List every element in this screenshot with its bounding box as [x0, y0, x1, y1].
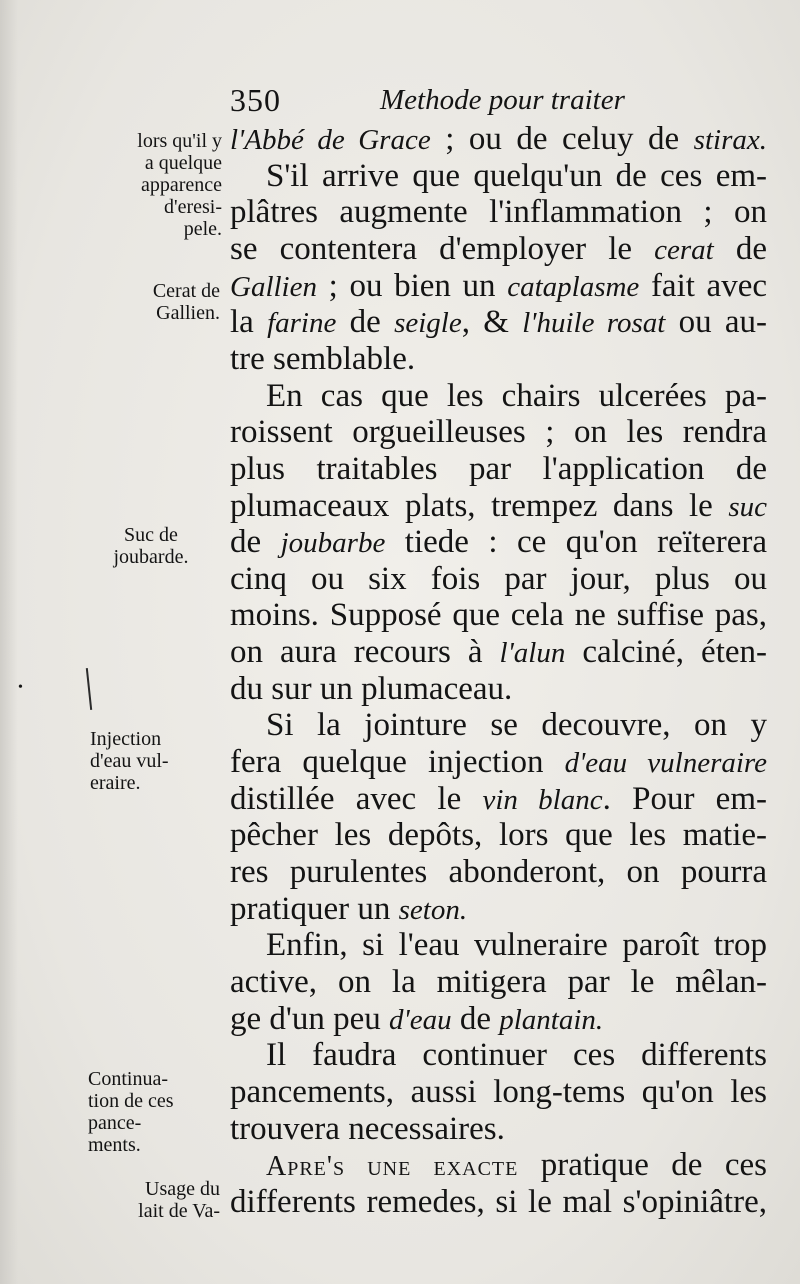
text-line — [230, 451, 767, 487]
text-segment: , & — [461, 304, 523, 341]
italic-segment: cataplasme — [507, 270, 640, 303]
italic-segment: joubarbe — [280, 527, 386, 560]
text-segment: Si la jointure se decouvre, on y — [266, 707, 767, 744]
text-line — [266, 1037, 767, 1073]
text-segment: Enfin, si l'eau vulneraire paroît trop — [266, 927, 767, 964]
text-segment: ; ou de celuy de — [430, 121, 694, 157]
text-segment: moins. Supposé que cela ne suffise pas, — [230, 597, 767, 634]
italic-segment: l'huile rosat — [522, 307, 666, 340]
text-segment: ou au- — [665, 304, 767, 341]
italic-segment: d'eau — [389, 1003, 452, 1036]
italic-segment: Gallien — [230, 270, 317, 303]
text-line — [266, 707, 767, 743]
italic-segment: stirax. — [693, 124, 767, 156]
italic-segment: suc — [728, 490, 767, 523]
text-line — [230, 671, 767, 707]
text-line — [230, 1001, 767, 1038]
text-segment: plus traitables par l'application de — [230, 450, 767, 487]
margin-notes — [0, 0, 225, 1284]
text-segment: on aura recours à — [230, 634, 500, 671]
margin-note-injection: Injection d'eau vul- eraire. — [90, 728, 169, 794]
text-line — [230, 341, 767, 377]
text-segment: fait avec — [639, 267, 767, 304]
text-segment: pêcher les depôts, lors que les matie- — [230, 817, 767, 854]
text-line — [230, 817, 767, 853]
text-segment: calciné, éten- — [565, 634, 767, 671]
italic-segment: farine — [267, 307, 337, 340]
running-title: Methode pour traiter — [380, 84, 625, 116]
margin-note-usage: Usage du lait de Va- — [138, 1178, 220, 1222]
text-segment: plumaceaux plats, trempez dans le — [230, 487, 729, 524]
text-segment: res purulentes abonderont, on pourra — [230, 854, 767, 890]
text-line — [230, 1111, 767, 1147]
body-text — [222, 0, 767, 1284]
text-line — [230, 891, 767, 928]
text-line — [230, 1074, 767, 1110]
text-segment: S'il arrive que quelqu'un de ces em- — [266, 157, 767, 194]
text-line — [230, 597, 767, 633]
text-segment: pratiquer un — [230, 890, 399, 927]
italic-segment: l'Abbé de Grace — [230, 124, 431, 156]
text-segment: se contentera d'employer le — [230, 230, 655, 267]
text-line — [230, 781, 767, 818]
text-line — [230, 634, 767, 671]
italic-segment: l'alun — [499, 637, 566, 670]
text-segment: pancements, aussi long-tems qu'on les — [230, 1073, 767, 1110]
text-segment: du sur un plumaceau. — [230, 670, 513, 707]
text-segment: tre semblable. — [230, 340, 416, 377]
text-segment: roissent orgueilleuses ; on les rendra — [230, 414, 767, 451]
text-segment: fera quelque injection — [230, 744, 565, 781]
text-line — [230, 524, 767, 561]
text-segment: active, on la mitigera par le mêlan- — [230, 963, 767, 1000]
text-line — [230, 121, 767, 158]
text-segment: trouvera necessaires. — [230, 1110, 505, 1147]
text-line — [230, 488, 767, 525]
text-segment: Apre's une exacte — [266, 1151, 519, 1183]
margin-note-continuation: Continua- tion de ces pance- ments. — [88, 1068, 174, 1156]
ink-mark — [86, 668, 92, 710]
text-segment: cinq ou six fois par jour, plus ou — [230, 560, 767, 597]
italic-segment: seton. — [398, 893, 468, 926]
text-line — [230, 964, 767, 1000]
text-line — [266, 1147, 767, 1185]
page-number: 350 — [230, 82, 281, 118]
text-segment: pratique de ces — [518, 1147, 767, 1184]
margin-note-suc: Suc de joubarde. — [113, 524, 189, 568]
text-line — [230, 194, 767, 230]
italic-segment: d'eau vulneraire — [564, 747, 767, 780]
margin-note-eresipele: lors qu'il y a quelque apparence d'eresi- pele. — [137, 130, 222, 240]
text-line — [266, 378, 767, 414]
text-segment: ge d'un peu — [230, 1000, 389, 1037]
text-line — [230, 561, 767, 597]
italic-segment: cerat — [654, 233, 714, 266]
text-segment: de — [451, 1000, 500, 1037]
margin-note-cerat: Cerat de Gallien. — [152, 280, 220, 324]
text-segment: . Pour em- — [602, 780, 767, 817]
ink-dot: • — [18, 680, 23, 695]
text-line — [230, 304, 767, 341]
italic-segment: plantain. — [499, 1003, 604, 1036]
text-segment: Il faudra continuer ces differents — [266, 1037, 767, 1074]
text-line — [230, 268, 767, 305]
text-line — [230, 854, 767, 890]
text-segment: de — [713, 230, 767, 267]
text-segment: la — [230, 304, 268, 341]
text-line — [230, 744, 767, 781]
text-line — [266, 927, 767, 963]
italic-segment: seigle — [394, 307, 462, 340]
text-line — [230, 414, 767, 450]
text-segment: differents remedes, si le mal s'opiniâtre, — [230, 1183, 767, 1220]
text-line — [230, 1184, 767, 1220]
text-segment: de — [336, 304, 395, 341]
text-line — [266, 158, 767, 194]
text-segment: de — [230, 524, 281, 561]
text-segment: distillée avec le — [230, 780, 483, 817]
text-segment: ; ou bien un — [317, 267, 508, 304]
text-segment: plâtres augmente l'inflammation ; on — [230, 194, 767, 231]
italic-segment: vin blanc — [482, 783, 603, 816]
text-segment: tiede : ce qu'on reïterera — [385, 524, 767, 561]
text-segment: En cas que les chairs ulcerées pa- — [266, 377, 767, 414]
text-line — [230, 231, 767, 268]
